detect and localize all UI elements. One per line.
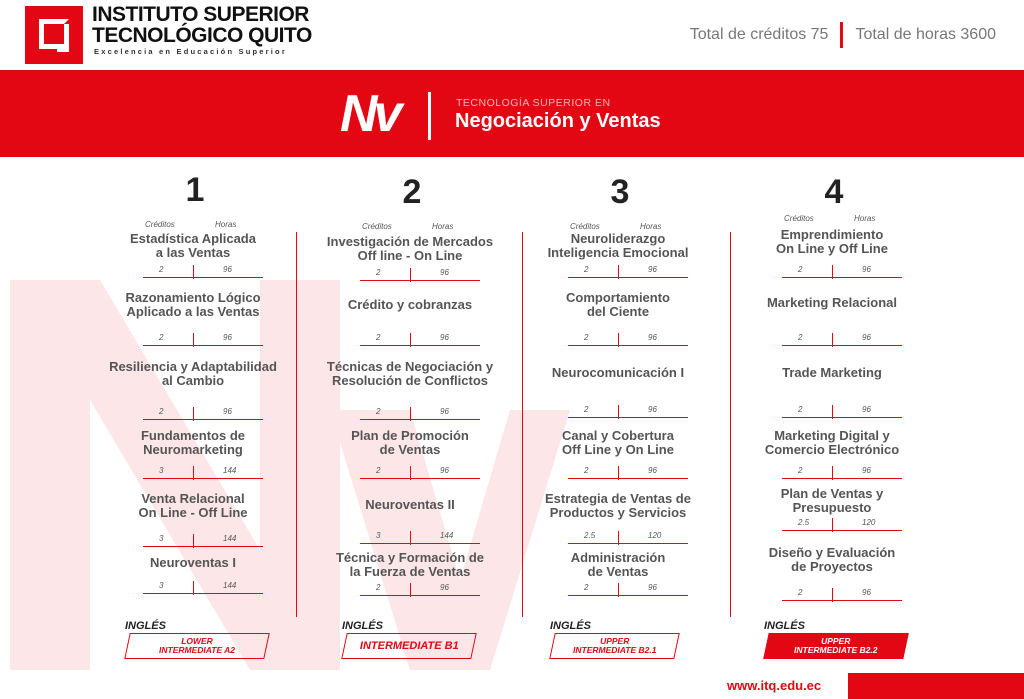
subject-credits: 2: [159, 265, 164, 274]
subject-name-line2: del Ciente: [586, 304, 650, 319]
subject-divider: [193, 534, 194, 548]
subject-name: Emprendimiento: [780, 227, 884, 242]
subject-name-line2: de Ventas: [379, 442, 441, 457]
subject-credits: 2: [376, 466, 381, 475]
subject-divider: [832, 588, 833, 602]
subject-divider: [193, 407, 194, 421]
subject-underline: [782, 478, 902, 479]
subject-underline: [782, 277, 902, 278]
subject-hours: 144: [223, 534, 237, 543]
subject-name-line2: Productos y Servicios: [549, 505, 687, 520]
subject-hours: 96: [440, 268, 449, 277]
subject-underline: [568, 277, 688, 278]
institute-tagline: Excelencia en Educación Superior: [94, 47, 287, 56]
subject-name-line2: Off Line y On Line: [562, 442, 674, 457]
english-level-line1: INTERMEDIATE B1: [359, 639, 459, 652]
subject-hours: 96: [648, 466, 657, 475]
subject-name: Razonamiento Lógico: [125, 290, 261, 305]
subject-hours: 96: [440, 333, 449, 342]
subject-divider: [618, 583, 619, 597]
subject-name: Neuroventas I: [150, 555, 236, 570]
subject-credits: 2.5: [798, 518, 810, 527]
total-credits: Total de créditos 75: [689, 26, 829, 43]
credits-header: Créditos: [362, 222, 392, 231]
subject-credits: 3: [159, 534, 164, 543]
subject-underline: [360, 595, 480, 596]
subject-hours: 144: [223, 466, 237, 475]
subject-credits: 2: [584, 405, 589, 414]
subject-hours: 96: [862, 333, 871, 342]
english-label: INGLÉS: [125, 620, 166, 632]
program-logo: Nv: [340, 85, 399, 143]
subject-hours: 120: [862, 518, 876, 527]
subject-credits: 2: [584, 333, 589, 342]
subject-name: Diseño y Evaluación: [768, 545, 896, 560]
subject-divider: [618, 333, 619, 347]
subject-name-line2: Comercio Electrónico: [764, 442, 900, 457]
subject-hours: 96: [648, 405, 657, 414]
subject-divider: [832, 518, 833, 532]
subject-underline: [782, 345, 902, 346]
hours-header: Horas: [640, 222, 662, 231]
english-label: INGLÉS: [342, 620, 383, 632]
subject-name-line2: Inteligencia Emocional: [547, 245, 689, 260]
subject-credits: 2: [798, 265, 803, 274]
subject-underline: [143, 345, 263, 346]
subject-name: Plan de Ventas y: [780, 486, 884, 501]
subject-credits: 2: [798, 466, 803, 475]
subject-name: Canal y Cobertura: [562, 428, 674, 443]
subject-name: Administración: [570, 550, 666, 565]
subject-name: Neuroliderazgo: [570, 231, 666, 246]
subject-hours: 96: [223, 333, 232, 342]
subject-underline: [360, 345, 480, 346]
subject-hours: 96: [223, 265, 232, 274]
total-hours: Total de horas 3600: [855, 26, 996, 43]
subject-name-line2: Neuromarketing: [143, 442, 243, 457]
subject-divider: [832, 466, 833, 480]
institute-name: INSTITUTO SUPERIOR TECNOLÓGICO QUITO: [92, 3, 312, 47]
subject-credits: 3: [376, 531, 381, 540]
english-level-line1: LOWER: [181, 636, 213, 646]
subject-name-line2: Presupuesto: [792, 500, 872, 515]
subject-name: Técnicas de Negociación y: [326, 359, 494, 374]
subject-name: Fundamentos de: [140, 428, 245, 443]
subject-name-line2: de Proyectos: [791, 559, 873, 574]
hours-header: Horas: [215, 220, 237, 229]
subject-credits: 2: [798, 405, 803, 414]
subject-name-line2: la Fuerza de Ventas: [349, 564, 471, 579]
subject-divider: [410, 333, 411, 347]
hours-header: Horas: [854, 214, 876, 223]
subject-name: Crédito y cobranzas: [347, 297, 473, 312]
subject-hours: 96: [862, 588, 871, 597]
subject-name: Neurocomunicación I: [551, 365, 685, 380]
english-level-line1: UPPER: [821, 636, 851, 646]
subject-divider: [410, 531, 411, 545]
subject-hours: 96: [223, 407, 232, 416]
subject-credits: 2: [159, 407, 164, 416]
subject-name: Marketing Relacional: [766, 295, 898, 310]
subject-divider: [193, 333, 194, 347]
subject-underline: [143, 419, 263, 420]
subject-underline: [568, 417, 688, 418]
subject-credits: 2: [376, 333, 381, 342]
subject-credits: 3: [159, 581, 164, 590]
subject-name: Marketing Digital y: [774, 428, 890, 443]
subject-underline: [782, 600, 902, 601]
subject-underline: [143, 478, 263, 479]
subject-divider: [618, 466, 619, 480]
subject-credits: 2: [584, 583, 589, 592]
subject-credits: 2.5: [584, 531, 596, 540]
header: [0, 0, 1024, 70]
subject-underline: [568, 543, 688, 544]
english-label: INGLÉS: [764, 620, 805, 632]
subject-underline: [568, 345, 688, 346]
subject-hours: 144: [223, 581, 237, 590]
credits-header: Créditos: [145, 220, 175, 229]
subject-divider: [193, 466, 194, 480]
subject-divider: [618, 531, 619, 545]
subject-name-line2: On Line y Off Line: [776, 241, 888, 256]
subject-credits: 2: [584, 265, 589, 274]
subject-underline: [782, 417, 902, 418]
subject-underline: [360, 478, 480, 479]
subject-name: Estadística Aplicada: [130, 231, 256, 246]
totals-divider: [840, 22, 843, 48]
subject-divider: [410, 583, 411, 597]
subject-credits: 3: [159, 466, 164, 475]
subject-underline: [143, 277, 263, 278]
subject-underline: [782, 530, 902, 531]
subject-hours: 96: [648, 333, 657, 342]
subject-divider: [410, 268, 411, 282]
subject-name: Estrategia de Ventas de: [545, 491, 691, 506]
semester-number: 2: [402, 173, 422, 211]
english-level-badge: [341, 633, 477, 659]
subject-hours: 96: [862, 466, 871, 475]
credits-header: Créditos: [570, 222, 600, 231]
subject-name-line2: al Cambio: [161, 373, 225, 388]
subject-name: Neuroventas II: [365, 497, 455, 512]
subject-name-line2: Resolución de Conflictos: [331, 373, 488, 388]
semester-number: 4: [824, 173, 844, 211]
subject-hours: 120: [648, 531, 662, 540]
english-level-badge: [763, 633, 909, 659]
subject-name-line2: de Ventas: [587, 564, 649, 579]
subject-hours: 96: [648, 583, 657, 592]
subject-divider: [832, 405, 833, 419]
subject-hours: 96: [862, 265, 871, 274]
english-label: INGLÉS: [550, 620, 591, 632]
semester-number: 1: [185, 171, 205, 209]
subject-credits: 2: [376, 407, 381, 416]
subject-credits: 2: [798, 333, 803, 342]
banner-divider: [428, 92, 431, 140]
subject-hours: 96: [440, 583, 449, 592]
subject-credits: 2: [584, 466, 589, 475]
subject-credits: 2: [376, 268, 381, 277]
subject-divider: [410, 407, 411, 421]
subject-credits: 2: [376, 583, 381, 592]
subject-name-line2: Off line - On Line: [357, 248, 463, 263]
credits-header: Créditos: [784, 214, 814, 223]
subject-underline: [568, 478, 688, 479]
program-name: Negociación y Ventas: [455, 110, 661, 132]
subject-hours: 96: [440, 466, 449, 475]
subject-divider: [193, 265, 194, 279]
english-level-badge: [124, 633, 270, 659]
english-level-line2: INTERMEDIATE B2.2: [794, 645, 878, 655]
subject-divider: [618, 265, 619, 279]
semester-number: 3: [610, 173, 630, 211]
subject-name: Comportamiento: [566, 290, 670, 305]
english-level-badge: [549, 633, 680, 659]
subject-name: Resiliencia y Adaptabilidad: [109, 359, 277, 374]
subject-name: Técnica y Formación de: [335, 550, 485, 565]
subject-underline: [568, 595, 688, 596]
english-level-line2: INTERMEDIATE B2.1: [572, 645, 657, 655]
subject-underline: [360, 543, 480, 544]
program-prefix: TECNOLOGÍA SUPERIOR EN: [456, 97, 611, 109]
subject-divider: [618, 405, 619, 419]
subject-divider: [410, 466, 411, 480]
subject-name: Plan de Promoción: [351, 428, 469, 443]
subject-hours: 96: [862, 405, 871, 414]
totals: [690, 22, 996, 48]
subject-name: Venta Relacional: [141, 491, 245, 506]
subject-divider: [193, 581, 194, 595]
english-level-line1: UPPER: [599, 636, 630, 646]
subject-underline: [143, 546, 263, 547]
subject-divider: [832, 265, 833, 279]
subject-name-line2: Aplicado a las Ventas: [126, 304, 260, 319]
subject-hours: 96: [440, 407, 449, 416]
institute-logo-icon: [25, 6, 83, 64]
subject-name: Investigación de Mercados: [326, 234, 494, 249]
subject-name-line2: a las Ventas: [155, 245, 231, 260]
subject-credits: 2: [159, 333, 164, 342]
subject-underline: [360, 419, 480, 420]
subject-divider: [832, 333, 833, 347]
subject-underline: [143, 593, 263, 594]
footer-red-block: [848, 673, 1024, 699]
english-level-line2: INTERMEDIATE A2: [158, 645, 236, 655]
subject-hours: 96: [648, 265, 657, 274]
subject-name: Trade Marketing: [782, 365, 882, 380]
hours-header: Horas: [432, 222, 454, 231]
subject-hours: 144: [440, 531, 454, 540]
subject-credits: 2: [798, 588, 803, 597]
website-link[interactable]: www.itq.edu.ec: [727, 678, 822, 693]
subject-underline: [360, 280, 480, 281]
subject-name-line2: On Line - Off Line: [138, 505, 248, 520]
